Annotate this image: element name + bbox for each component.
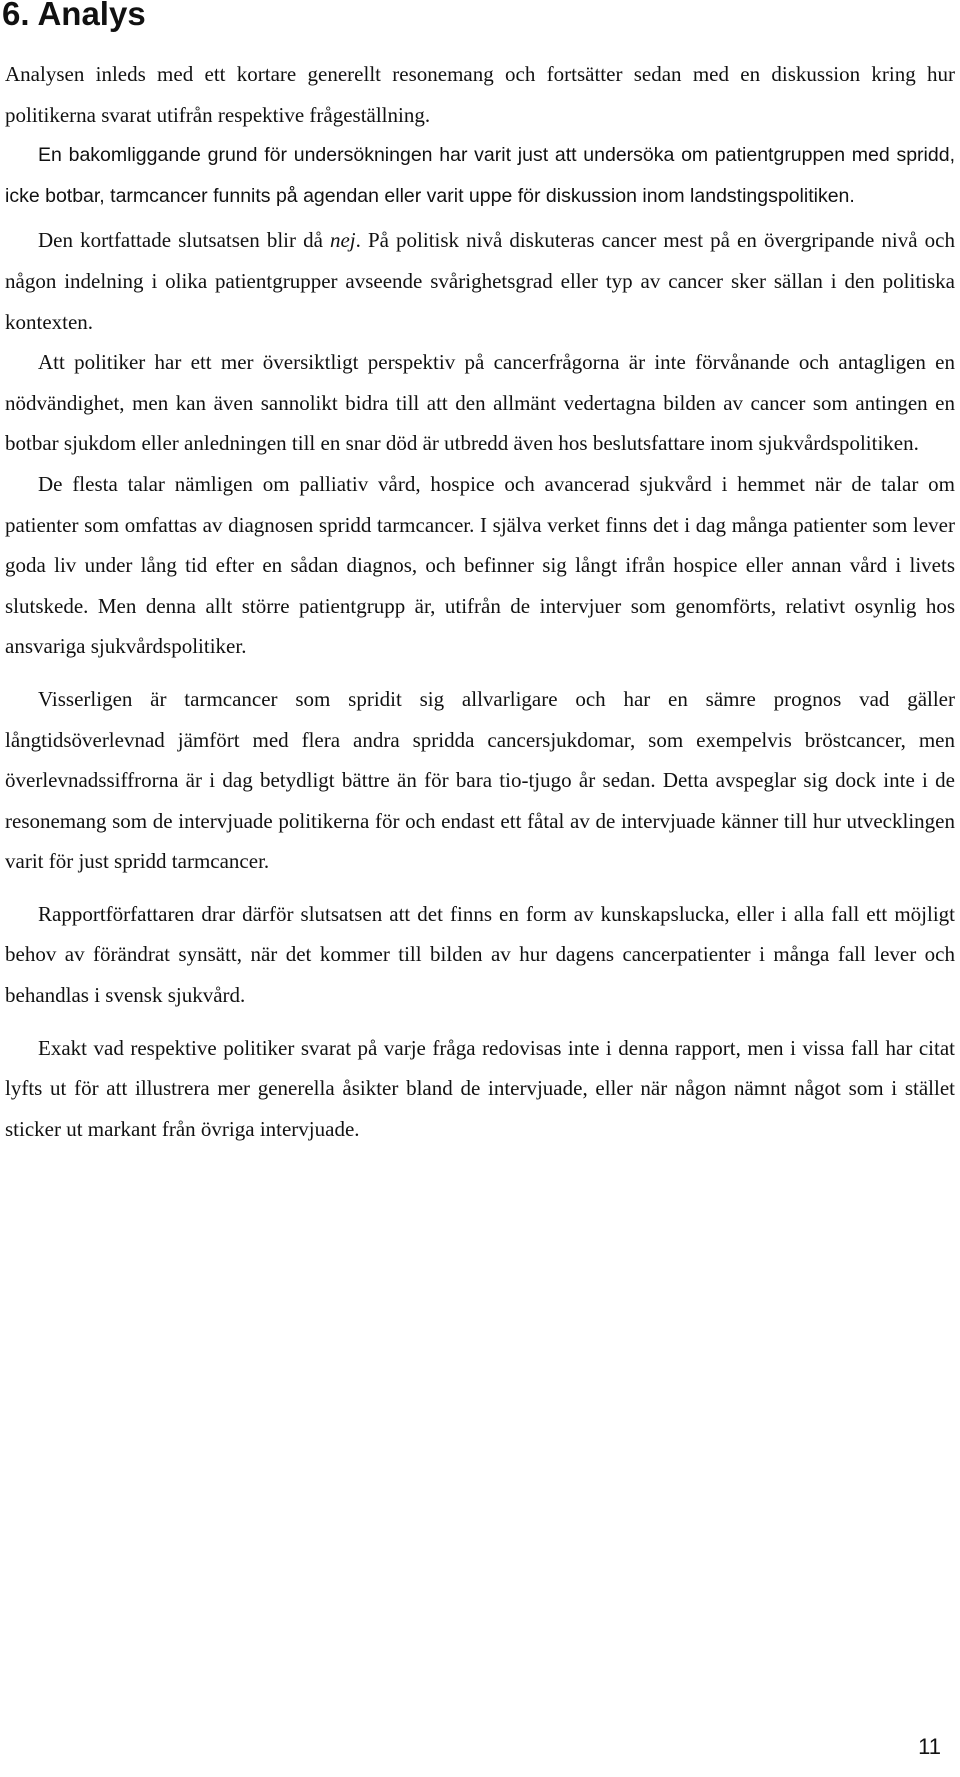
paragraph-background: En bakomliggande grund för undersökningen har varit just att undersöka om patientgruppen med spridd, icke botbar, tarmcancer funnits på agendan eller varit uppe för diskussion inom landstingspolitiken. [5, 144, 955, 207]
paragraph-intro: Analysen inleds med ett kortare generellt resonemang och fortsätter sedan med en diskussion kring hur politikerna svarat utifrån respektive frågeställning. [5, 62, 955, 127]
body-text [5, 54, 955, 1149]
paragraph-reporting: Exakt vad respektive politiker svarat på varje fråga redovisas inte i denna rapport, men i vissa fall har citat lyfts ut för att illustrera mer generella åsikter bland de intervjuade, eller när någon nämnt något som i stället sticker ut markant från övriga intervjuade. [5, 1035, 955, 1141]
paragraph-conclusion [5, 220, 955, 342]
conclusion-lead: Den kortfattade slutsatsen blir då [38, 228, 330, 253]
paragraph-perspective: Att politiker har ett mer översiktligt perspektiv på cancerfrågorna är inte förvånande och antagligen en nödvändighet, men kan även sannolikt bidra till att den allmänt vedertagna bilden av cancer som antingen en botbar sjukdom eller anledningen till en snar död är utbredd även hos beslutsfattare inom sjukvårdspolitiken. [5, 350, 955, 456]
paragraph-knowledge-gap: Rapportförfattaren drar därför slutsatsen att det finns en form av kunskapslucka, eller i alla fall ett möjligt behov av förändrat synsätt, när det kommer till bilden av hur dagens cancerpatienter i många fall lever och behandlas i svensk sjukvård. [5, 901, 955, 1008]
page-number: 11 [918, 1734, 941, 1759]
paragraph-palliative: De flesta talar nämligen om palliativ vård, hospice och avancerad sjukvård i hemmet när de talar om patienter som omfattas av diagnosen spridd tarmcancer. I själva verket finns det i dag många patienter som lever goda liv under lång tid efter en sådan diagnos, och befinner sig långt ifrån hospice eller annan vård i livets slutskede. Men denna allt större patientgrupp är, utifrån de intervjuer som genomförts, relativt osynlig hos ansvariga sjukvårdspolitiker. [5, 471, 955, 659]
paragraph-prognosis: Visserligen är tarmcancer som spridit sig allvarligare och har en sämre prognos vad gäller långtidsöverlevnad jämfört med flera andra spridda cancersjukdomar, som exempelvis bröstcancer, men överlevnadssiffrorna är i dag betydligt bättre än för bara tio-tjugo år sedan. Detta avspeglar sig dock inte i de resonemang som de intervjuade politikerna för och endast ett fåtal av de intervjuade känner till hur utvecklingen varit för just spridd tarmcancer. [5, 686, 955, 874]
conclusion-emphasis: nej [329, 228, 356, 253]
section-heading: 6. Analys [2, 0, 146, 32]
conclusion-rest: . På politisk nivå diskuteras cancer mest på en övergripande nivå och någon indelning i olika patientgrupper avseende svårighetsgrad eller typ av cancer sker sällan i den politiska kontexten. [5, 228, 955, 334]
